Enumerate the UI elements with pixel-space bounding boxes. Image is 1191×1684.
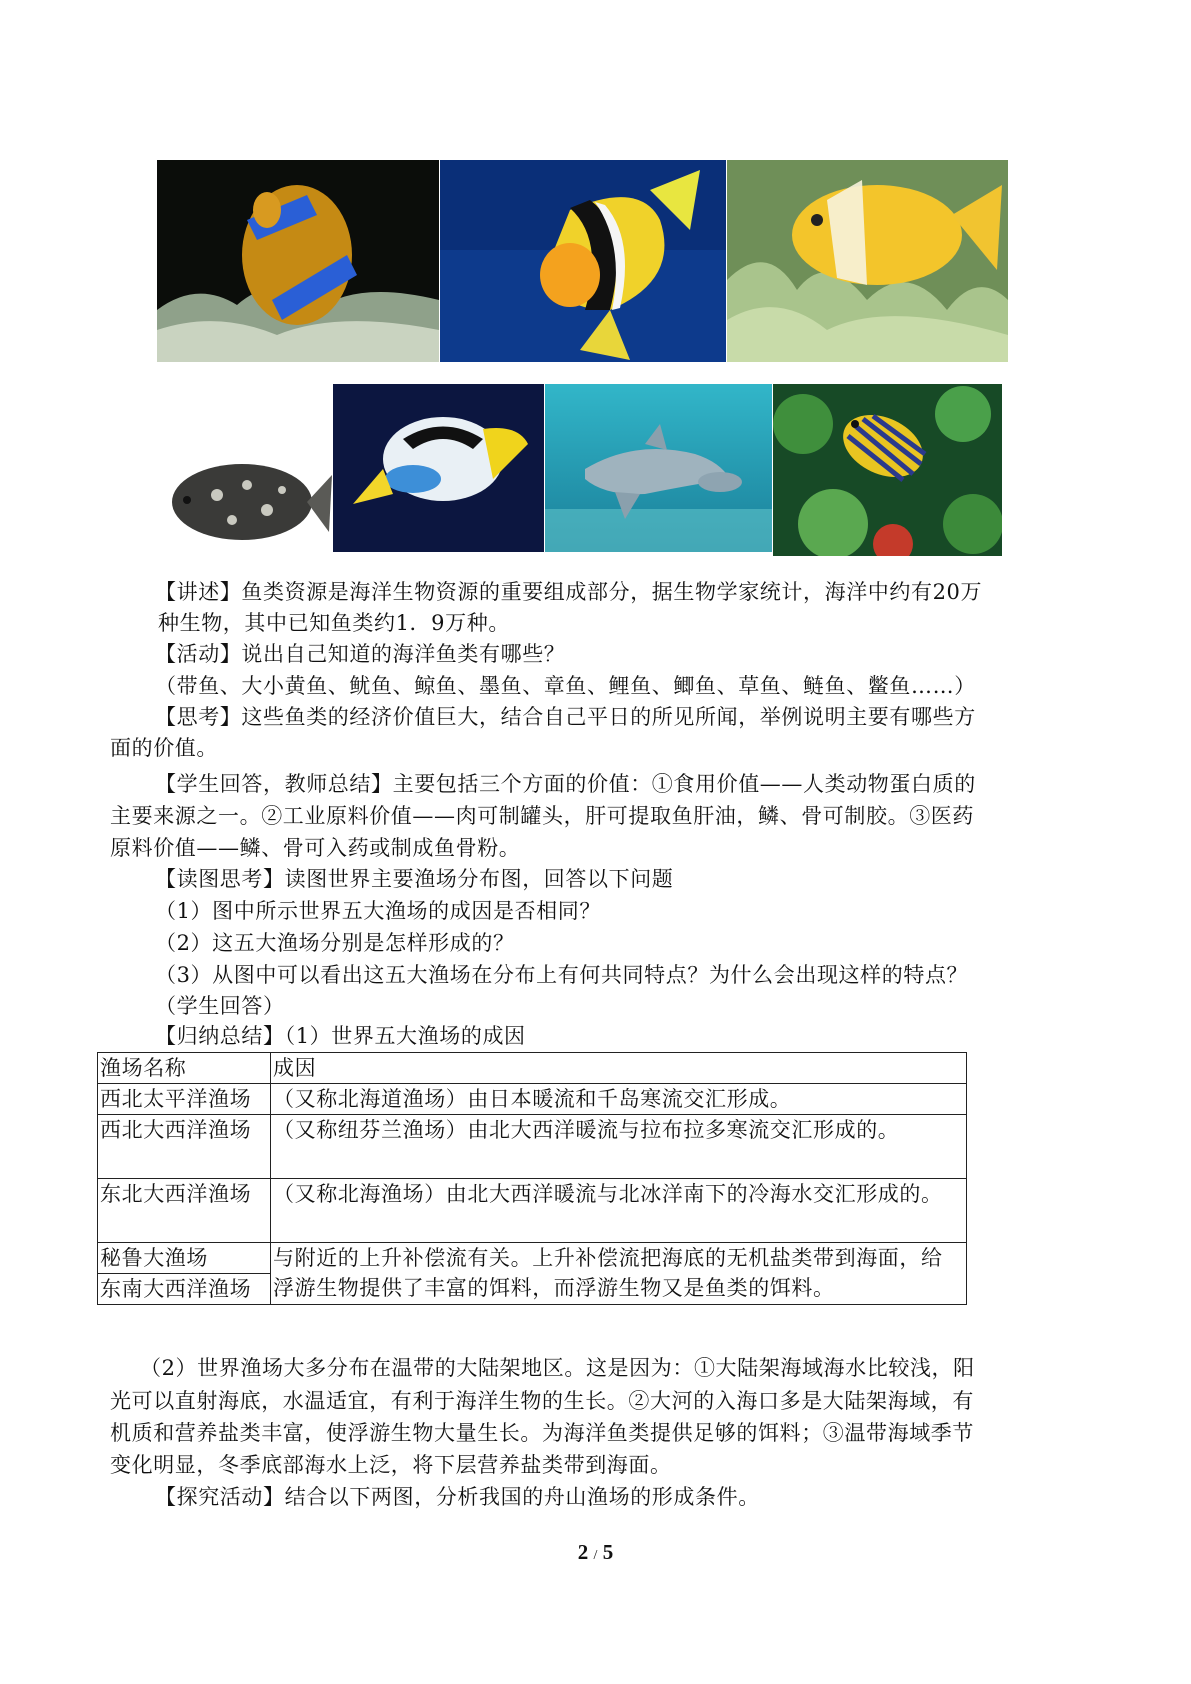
table-header-row — [98, 1053, 967, 1084]
distribution-line-3: 机质和营养盐类丰富，使浮游生物大量生长。为海洋鱼类提供足够的饵料；③温带海域季节 — [110, 1421, 974, 1445]
fishery-name: 秘鲁大渔场 — [98, 1243, 270, 1274]
table-row — [98, 1179, 967, 1243]
header-fishery-name: 渔场名称 — [98, 1053, 271, 1084]
lecture-line-2: 种生物，其中已知鱼类约1．9万种。 — [158, 611, 510, 635]
photo-regal-angelfish — [773, 384, 1002, 556]
fisheries-table — [97, 1052, 967, 1305]
page-current: 2 — [577, 1540, 589, 1564]
distribution-line-2: 光可以直射海底，水温适宜，有利于海洋生物的生长。②大河的入海口多是大陆架海域，有 — [110, 1389, 974, 1413]
photo-clownfish-yellow-anemone — [727, 160, 1008, 362]
question-1: （1）图中所示世界五大渔场的成因是否相同？ — [155, 899, 601, 923]
table-row — [98, 1115, 967, 1179]
page-total: 5 — [602, 1540, 614, 1564]
fishery-name: 东北大西洋渔场 — [98, 1179, 271, 1243]
read-map-line: 【读图思考】读图世界主要渔场分布图，回答以下问题 — [155, 867, 674, 891]
distribution-line-1: （2）世界渔场大多分布在温带的大陆架地区。这是因为：①大陆架海域海水比较浅，阳 — [140, 1356, 975, 1380]
think-line-2: 面的价值。 — [110, 736, 218, 760]
photo-spotted-grouper — [157, 440, 332, 552]
summary-line-3: 原料价值——鳞、骨可入药或制成鱼骨粉。 — [110, 836, 521, 860]
question-3: （3）从图中可以看出这五大渔场在分布上有何共同特点？为什么会出现这样的特点？ — [155, 963, 969, 987]
activity-line: 【活动】说出自己知道的海洋鱼类有哪些？ — [155, 642, 566, 666]
page-number — [0, 1540, 1191, 1565]
summary-line-1: 【学生回答，教师总结】主要包括三个方面的价值：①食用价值——人类动物蛋白质的 — [155, 772, 976, 796]
table-row — [98, 1084, 967, 1115]
fishery-name: 西北太平洋渔场 — [98, 1084, 271, 1115]
fishery-name: 东南大西洋渔场 — [100, 1277, 252, 1301]
conclusion-heading: 【归纳总结】（1）世界五大渔场的成因 — [155, 1024, 526, 1048]
fishery-cause: （又称纽芬兰渔场）由北大西洋暖流与拉布拉多寒流交汇形成的。 — [271, 1115, 967, 1179]
activity-answer-line: （带鱼、大小黄鱼、鱿鱼、鲸鱼、墨鱼、章鱼、鲤鱼、鲫鱼、草鱼、鲢鱼、鳖鱼……） — [155, 674, 976, 698]
fishery-cause: （又称北海渔场）由北大西洋暖流与北冰洋南下的冷海水交汇形成的。 — [271, 1179, 967, 1243]
think-line-1: 【思考】这些鱼类的经济价值巨大，结合自己平日的所见所闻，举例说明主要有哪些方 — [155, 705, 976, 729]
fishery-name-pair — [98, 1243, 271, 1305]
header-cause: 成因 — [271, 1053, 967, 1084]
photo-dolphin — [545, 384, 772, 552]
fishery-cause: 与附近的上升补偿流有关。上升补偿流把海底的无机盐类带到海面，给浮游生物提供了丰富的饵料，而浮游生物又是鱼类的饵料。 — [271, 1243, 967, 1305]
summary-line-2: 主要来源之一。②工业原料价值——肉可制罐头，肝可提取鱼肝油，鳞、骨可制胶。③医药 — [110, 804, 974, 828]
fishery-name: 西北大西洋渔场 — [98, 1115, 271, 1179]
question-2: （2）这五大渔场分别是怎样形成的？ — [155, 931, 515, 955]
photo-butterflyfish — [333, 384, 544, 552]
explore-line: 【探究活动】结合以下两图，分析我国的舟山渔场的形成条件。 — [155, 1485, 760, 1509]
page-separator: / — [593, 1548, 598, 1563]
photo-clownfish-blue-stripes — [157, 160, 439, 362]
fishery-cause: （又称北海道渔场）由日本暖流和千岛寒流交汇形成。 — [271, 1084, 967, 1115]
lecture-line-1: 【讲述】鱼类资源是海洋生物资源的重要组成部分，据生物学家统计，海洋中约有20万 — [155, 580, 983, 604]
photo-clownfish-yellow-black-white — [440, 160, 726, 362]
distribution-line-4: 变化明显，冬季底部海水上泛，将下层营养盐类带到海面。 — [110, 1453, 672, 1477]
student-answer-line: （学生回答） — [155, 994, 285, 1018]
table-row — [98, 1243, 967, 1305]
